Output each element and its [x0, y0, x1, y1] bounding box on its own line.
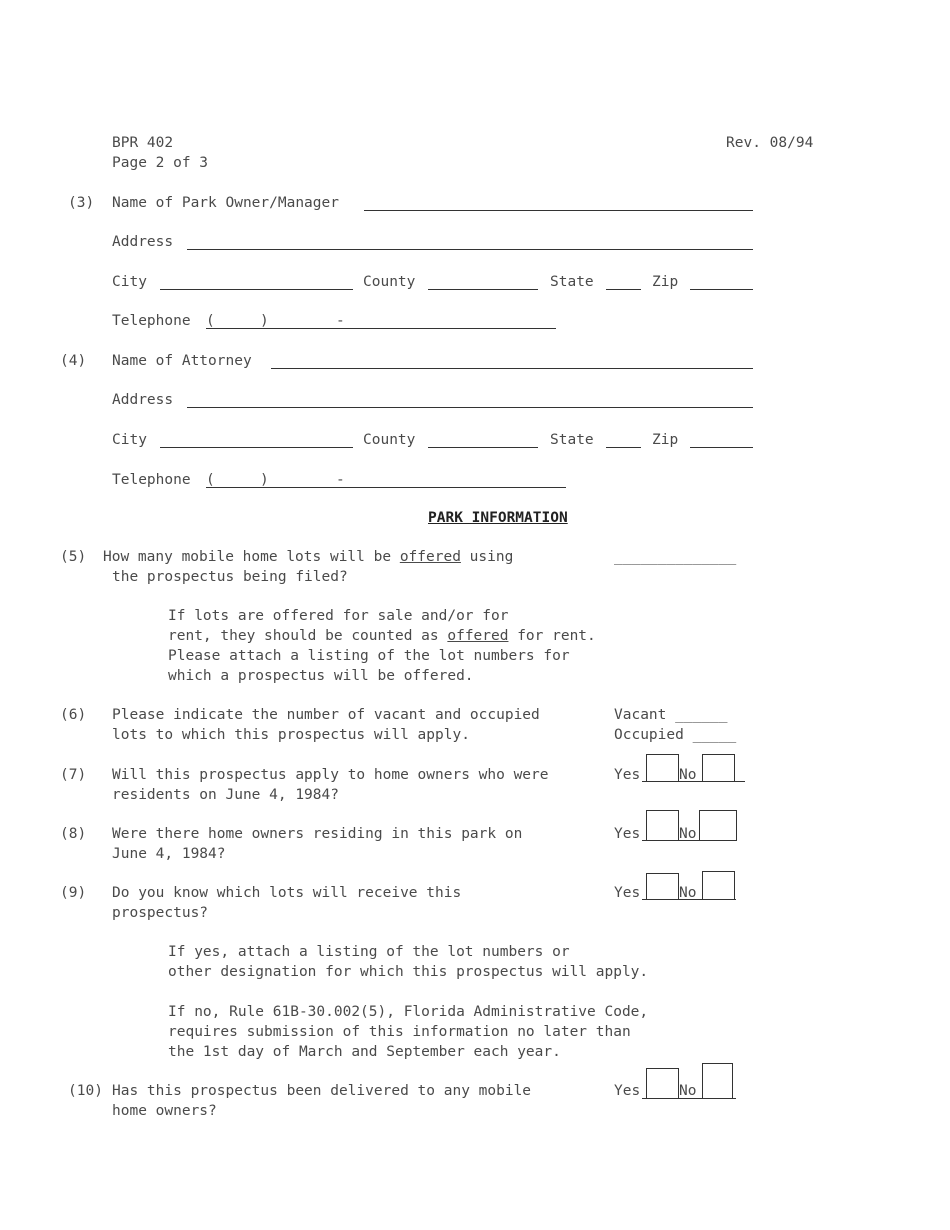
q8-answer-underline	[642, 840, 736, 841]
q10-line1: Has this prospectus been delivered to any mobile	[112, 1083, 532, 1099]
q9-yes-label: Yes	[614, 885, 641, 901]
q5-line1: How many mobile home lots will be offered using	[103, 549, 514, 565]
owner-state-label: State	[550, 274, 594, 290]
attorney-address-label: Address	[112, 392, 174, 408]
attorney-telephone-label: Telephone	[112, 472, 191, 488]
attorney-name-label: Name of Attorney	[112, 353, 252, 369]
attorney-county-field[interactable]	[428, 447, 538, 448]
owner-telephone-label: Telephone	[112, 313, 191, 329]
q8-no-label: No	[679, 826, 697, 842]
attorney-county-label: County	[363, 432, 416, 448]
owner-name-label: Name of Park Owner/Manager	[112, 195, 339, 211]
attorney-phone-dash: -	[336, 472, 345, 488]
item-number-6: (6)	[60, 707, 87, 723]
q9-no-checkbox[interactable]	[702, 871, 735, 900]
q6-vacant-field[interactable]: Vacant ______	[614, 707, 728, 723]
attorney-phone-close-paren: )	[260, 472, 269, 488]
q8-no-checkbox[interactable]	[699, 810, 737, 841]
q10-no-checkbox[interactable]	[702, 1063, 733, 1099]
note9a-line2: other designation for which this prospectus will apply.	[168, 964, 649, 980]
item-number-3: (3)	[68, 195, 95, 211]
q10-yes-label: Yes	[614, 1083, 641, 1099]
item-number-8: (8)	[60, 826, 87, 842]
q9-answer-underline	[642, 899, 736, 900]
q7-no-checkbox[interactable]	[702, 754, 735, 782]
owner-zip-label: Zip	[652, 274, 679, 290]
form-id: BPR 402	[112, 135, 174, 151]
q9-line1: Do you know which lots will receive this	[112, 885, 462, 901]
attorney-city-field[interactable]	[160, 447, 353, 448]
note9b-line2: requires submission of this information no later than	[168, 1024, 631, 1040]
q8-yes-label: Yes	[614, 826, 641, 842]
item-number-10: (10)	[68, 1083, 103, 1099]
q6-occupied-field[interactable]: Occupied _____	[614, 727, 737, 743]
owner-name-field[interactable]	[364, 210, 753, 211]
owner-zip-field[interactable]	[690, 289, 753, 290]
attorney-address-field[interactable]	[187, 407, 753, 408]
note5-line1: If lots are offered for sale and/or for	[168, 608, 509, 624]
q10-line2: home owners?	[112, 1103, 217, 1119]
q9-line2: prospectus?	[112, 905, 209, 921]
note5-line2: rent, they should be counted as offered for rent.	[168, 628, 596, 644]
revision-date: Rev. 08/94	[726, 135, 814, 151]
owner-county-field[interactable]	[428, 289, 538, 290]
q10-no-label: No	[679, 1083, 697, 1099]
owner-city-field[interactable]	[160, 289, 353, 290]
note9b-line3: the 1st day of March and September each year.	[168, 1044, 561, 1060]
q5-lot-count-field[interactable]: ______________	[614, 549, 737, 565]
q7-line1: Will this prospectus apply to home owners who were	[112, 767, 549, 783]
q7-yes-label: Yes	[614, 767, 641, 783]
item-number-7: (7)	[60, 767, 87, 783]
q10-answer-underline	[642, 1098, 736, 1099]
q7-no-label: No	[679, 767, 697, 783]
note9a-line1: If yes, attach a listing of the lot numbers or	[168, 944, 570, 960]
owner-address-label: Address	[112, 234, 174, 250]
q9-no-label: No	[679, 885, 697, 901]
q7-answer-underline	[642, 781, 745, 782]
attorney-zip-label: Zip	[652, 432, 679, 448]
item-number-9: (9)	[60, 885, 87, 901]
attorney-city-label: City	[112, 432, 147, 448]
owner-phone-dash: -	[336, 313, 345, 329]
q8-yes-checkbox[interactable]	[646, 810, 679, 841]
q8-line1: Were there home owners residing in this park on	[112, 826, 523, 842]
q7-line2: residents on June 4, 1984?	[112, 787, 339, 803]
q6-line1: Please indicate the number of vacant and occupied	[112, 707, 540, 723]
owner-telephone-field[interactable]	[206, 328, 556, 329]
item-number-5: (5)	[60, 549, 87, 565]
owner-city-label: City	[112, 274, 147, 290]
attorney-state-field[interactable]	[606, 447, 641, 448]
owner-phone-close-paren: )	[260, 313, 269, 329]
park-information-heading: PARK INFORMATION	[428, 510, 568, 526]
page-number: Page 2 of 3	[112, 155, 209, 171]
q7-yes-checkbox[interactable]	[646, 754, 679, 782]
note9b-line1: If no, Rule 61B-30.002(5), Florida Administrative Code,	[168, 1004, 649, 1020]
q6-line2: lots to which this prospectus will apply.	[112, 727, 470, 743]
owner-county-label: County	[363, 274, 416, 290]
q9-yes-checkbox[interactable]	[646, 873, 679, 900]
owner-phone-open-paren: (	[206, 313, 215, 329]
owner-address-field[interactable]	[187, 249, 753, 250]
q5-line2: the prospectus being filed?	[112, 569, 348, 585]
note5-line3: Please attach a listing of the lot numbers for	[168, 648, 570, 664]
note5-line4: which a prospectus will be offered.	[168, 668, 474, 684]
owner-state-field[interactable]	[606, 289, 641, 290]
attorney-state-label: State	[550, 432, 594, 448]
attorney-phone-open-paren: (	[206, 472, 215, 488]
q10-yes-checkbox[interactable]	[646, 1068, 679, 1099]
item-number-4: (4)	[60, 353, 87, 369]
q8-line2: June 4, 1984?	[112, 846, 226, 862]
attorney-zip-field[interactable]	[690, 447, 753, 448]
attorney-name-field[interactable]	[271, 368, 753, 369]
